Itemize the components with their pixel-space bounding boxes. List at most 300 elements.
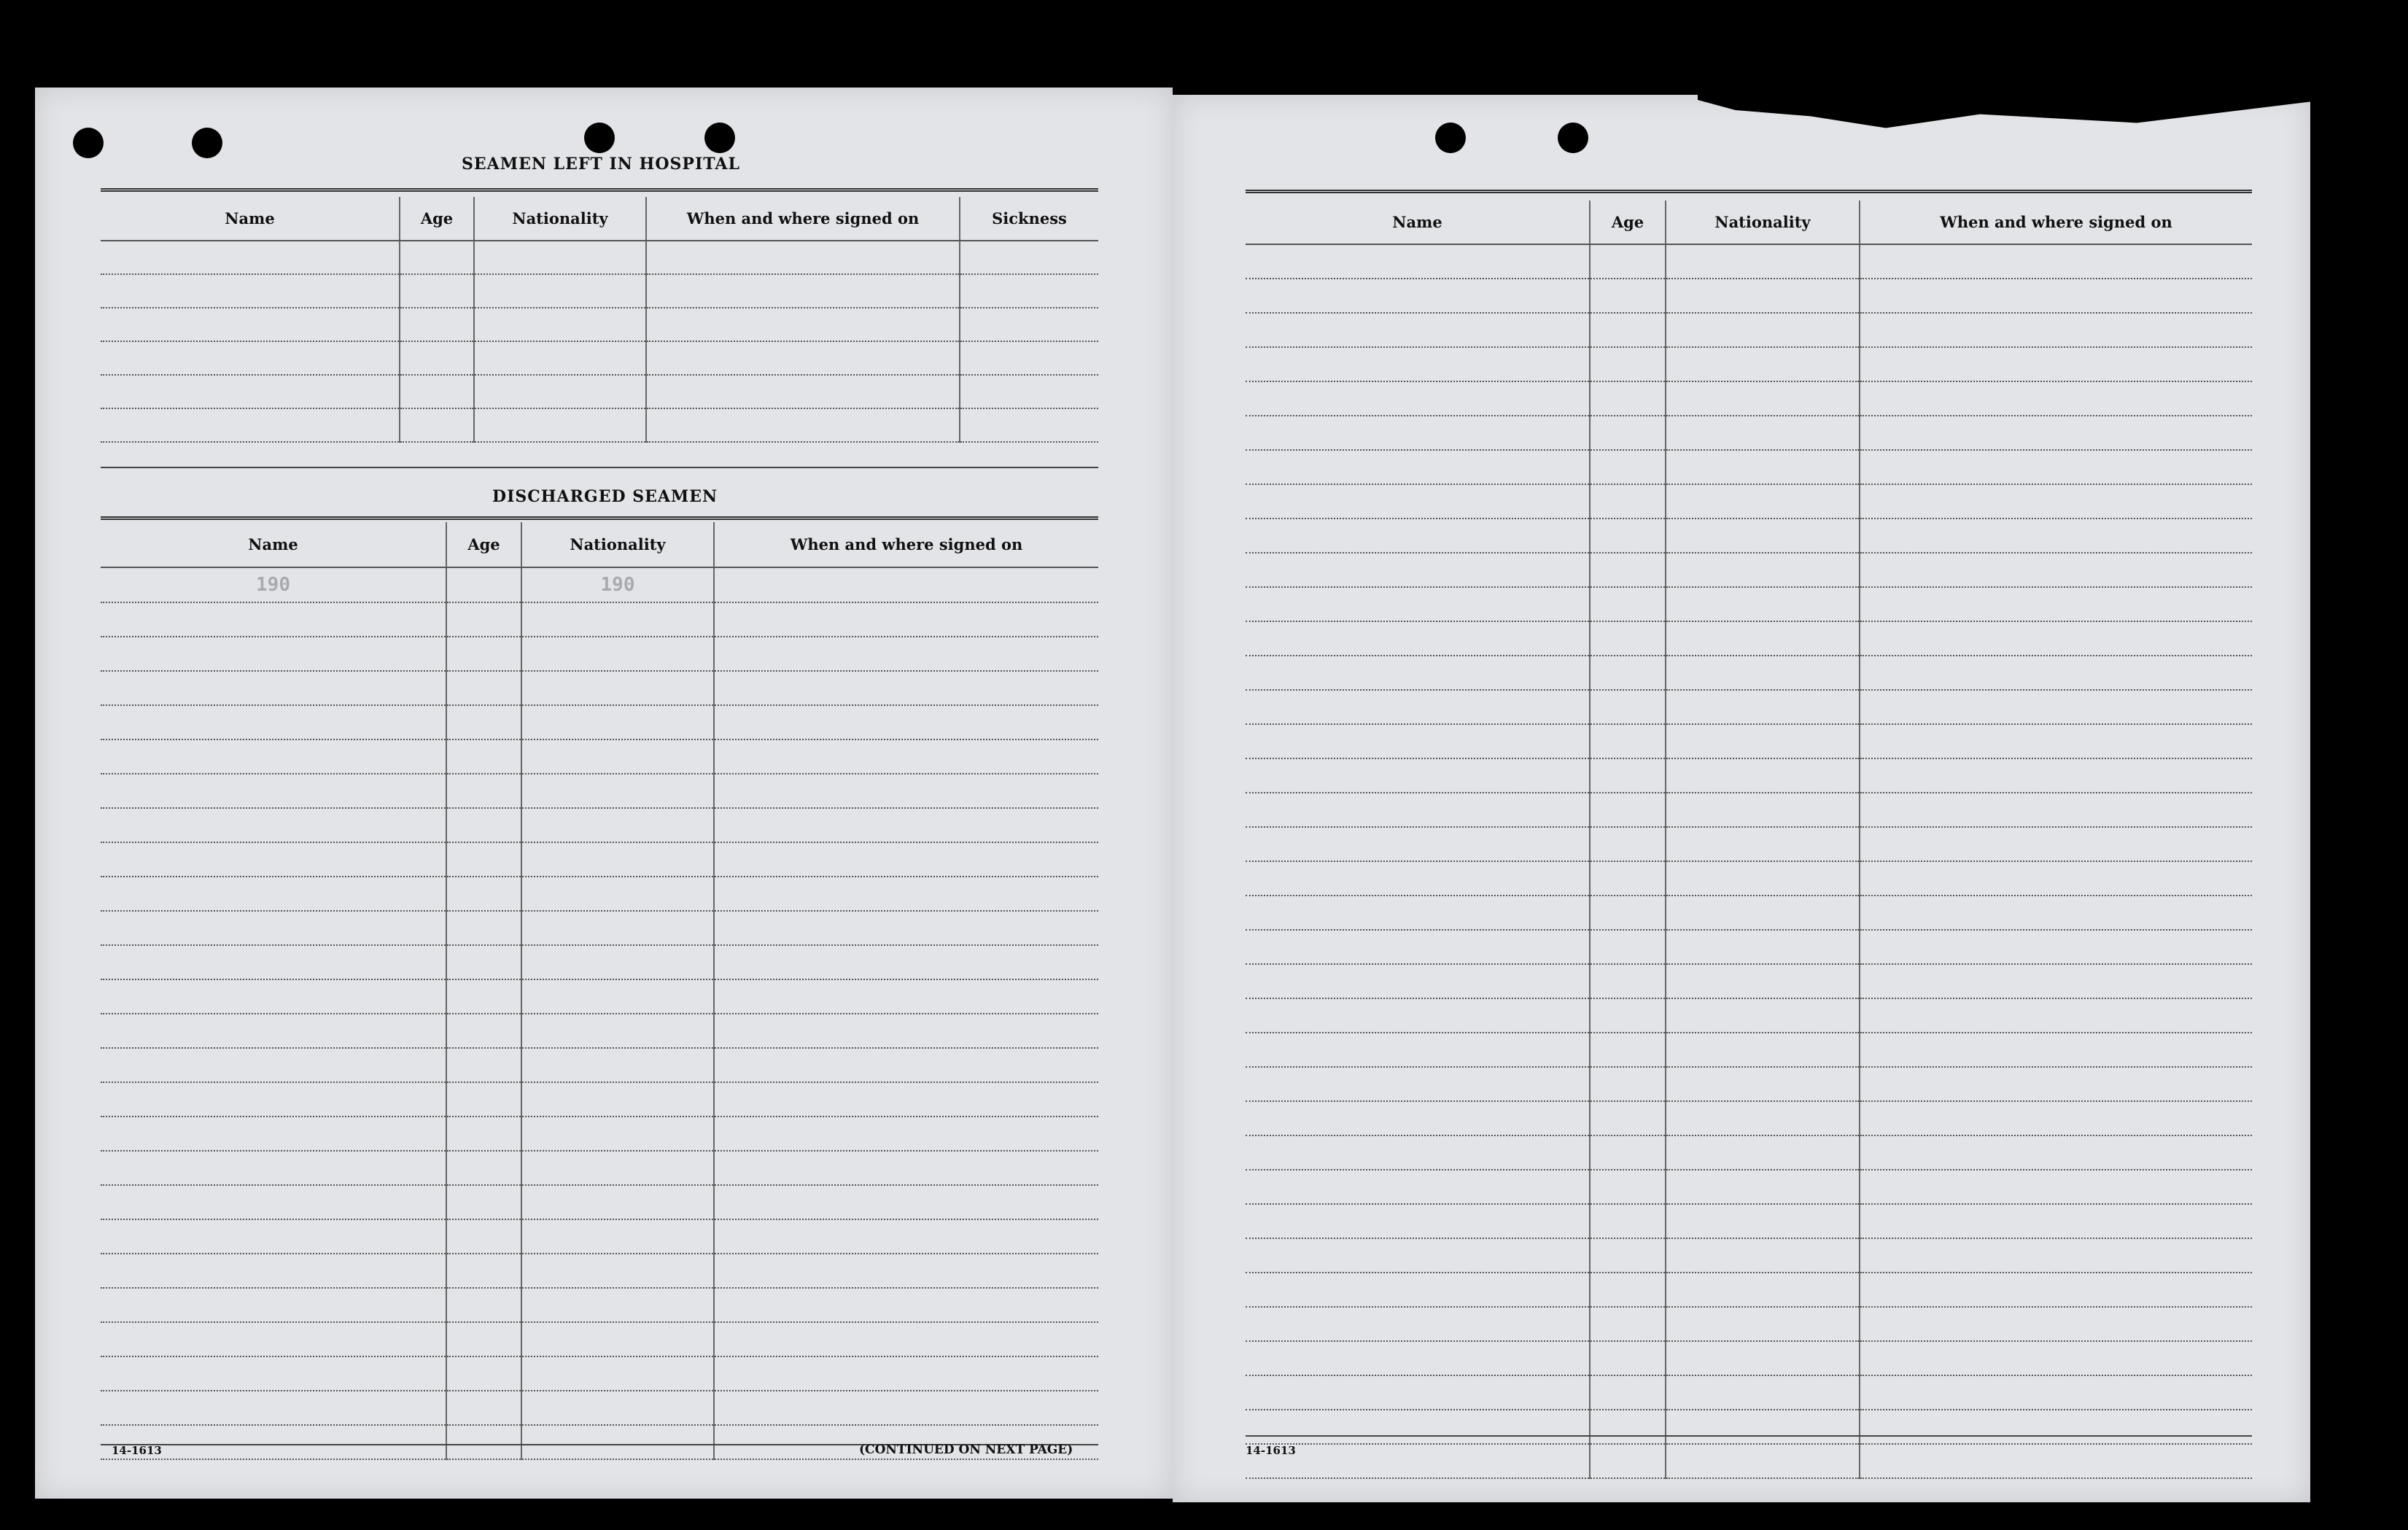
- table-row: [101, 1117, 1098, 1151]
- table-cell: [714, 1082, 1098, 1117]
- table-cell: [101, 1288, 446, 1322]
- table-cell: [1246, 724, 1590, 758]
- table-cell: [1860, 656, 2252, 690]
- table-cell: [1246, 827, 1590, 861]
- table-cell: [446, 1151, 521, 1185]
- table-cell: [101, 567, 446, 602]
- discharged-section-title: DISCHARGED SEAMEN: [492, 487, 718, 506]
- table-cell: [1666, 1033, 1860, 1067]
- table-cell: [960, 308, 1098, 341]
- table-cell: [521, 671, 714, 705]
- table-cell: [1666, 279, 1860, 313]
- table-cell: [1666, 347, 1860, 381]
- table-row: [101, 877, 1098, 911]
- table-cell: [521, 1219, 714, 1254]
- table-cell: [521, 1425, 714, 1459]
- table-cell: [1246, 930, 1590, 964]
- table-cell: [1860, 793, 2252, 827]
- table-row: [1246, 1273, 2252, 1307]
- table-cell: [1666, 998, 1860, 1033]
- column-header-name: Name: [101, 522, 446, 567]
- table-row: [1246, 1307, 2252, 1341]
- table-cell: [446, 1082, 521, 1117]
- table-cell: [1246, 519, 1590, 553]
- table-cell: [714, 774, 1098, 808]
- table-cell: [101, 1356, 446, 1391]
- table-cell: [1666, 450, 1860, 484]
- table-cell: [1246, 964, 1590, 998]
- table-cell: [714, 1356, 1098, 1391]
- table-cell: [1666, 827, 1860, 861]
- table-cell: [101, 241, 400, 274]
- table-row: [101, 739, 1098, 774]
- table-cell: [101, 1048, 446, 1082]
- table-cell: [521, 1151, 714, 1185]
- table-cell: [714, 979, 1098, 1014]
- table-cell: [400, 341, 474, 375]
- table-row: [101, 979, 1098, 1014]
- table-row: [101, 808, 1098, 842]
- table-cell: [446, 1356, 521, 1391]
- table-cell: [521, 842, 714, 877]
- table-cell: [1246, 656, 1590, 690]
- table-cell: [1666, 1067, 1860, 1101]
- table-cell: [400, 308, 474, 341]
- table-row: [1246, 724, 2252, 758]
- table-cell: [521, 637, 714, 671]
- table-cell: [1860, 827, 2252, 861]
- table-cell: [1860, 519, 2252, 553]
- section-rule: [101, 467, 1098, 468]
- table-cell: [521, 979, 714, 1014]
- table-row: [1246, 1135, 2252, 1170]
- table-cell: [400, 241, 474, 274]
- table-cell: [521, 877, 714, 911]
- table-cell: [1860, 1444, 2252, 1478]
- table-cell: [1860, 1307, 2252, 1341]
- table-cell: [1860, 621, 2252, 656]
- table-row: [1246, 484, 2252, 519]
- table-cell: [474, 408, 646, 442]
- table-cell: [714, 1117, 1098, 1151]
- continued-note: (CONTINUED ON NEXT PAGE): [859, 1442, 1073, 1457]
- punch-hole: [584, 123, 615, 153]
- table-cell: [960, 375, 1098, 408]
- table-cell: [1860, 450, 2252, 484]
- table-row: [101, 705, 1098, 739]
- table-row: [101, 1014, 1098, 1048]
- table-row: [101, 1151, 1098, 1185]
- table-cell: [521, 1356, 714, 1391]
- table-cell: [1860, 861, 2252, 896]
- table-cell: [714, 602, 1098, 637]
- table-cell: [1590, 758, 1666, 793]
- table-cell: [1666, 758, 1860, 793]
- table-cell: [714, 1391, 1098, 1425]
- table-row: [101, 1322, 1098, 1356]
- table-cell: [960, 274, 1098, 308]
- table-cell: [714, 1151, 1098, 1185]
- section-rule: [1246, 190, 2252, 193]
- table-cell: [101, 602, 446, 637]
- table-cell: [1590, 998, 1666, 1033]
- table-row: [1246, 416, 2252, 450]
- table-cell: [521, 705, 714, 739]
- table-cell: [1860, 998, 2252, 1033]
- table-cell: [1666, 793, 1860, 827]
- table-cell: [960, 341, 1098, 375]
- table-cell: [446, 1288, 521, 1322]
- table-cell: [960, 241, 1098, 274]
- table-cell: [646, 408, 960, 442]
- table-cell: [1246, 1135, 1590, 1170]
- table-cell: [1666, 861, 1860, 896]
- torn-edge: [1698, 95, 2325, 146]
- table-cell: [1246, 758, 1590, 793]
- table-cell: [714, 842, 1098, 877]
- table-cell: [1666, 621, 1860, 656]
- table-cell: [521, 602, 714, 637]
- left-page: [35, 88, 1173, 1499]
- table-cell: [1246, 861, 1590, 896]
- hospital-section-title: SEAMEN LEFT IN HOSPITAL: [462, 155, 740, 174]
- table-row: [1246, 1170, 2252, 1204]
- table-cell: [101, 877, 446, 911]
- column-header-signed-on: When and where signed on: [646, 197, 960, 241]
- table-cell: [1666, 1135, 1860, 1170]
- table-cell: [521, 808, 714, 842]
- table-cell: [1590, 1101, 1666, 1135]
- hospital-table: [101, 197, 1098, 443]
- table-cell: [1246, 1204, 1590, 1238]
- table-cell: [101, 1014, 446, 1048]
- section-rule: [101, 516, 1098, 520]
- table-cell: [1860, 381, 2252, 416]
- table-cell: [1666, 1375, 1860, 1410]
- table-cell: [714, 1322, 1098, 1356]
- table-cell: [446, 1117, 521, 1151]
- table-cell: [101, 1151, 446, 1185]
- table-cell: [646, 341, 960, 375]
- table-cell: [446, 1322, 521, 1356]
- table-cell: [1590, 827, 1666, 861]
- table-row: [101, 241, 1098, 274]
- table-cell: [521, 739, 714, 774]
- table-cell: [1860, 1101, 2252, 1135]
- table-cell: [101, 274, 400, 308]
- table-cell: [1246, 1273, 1590, 1307]
- table-cell: [1246, 998, 1590, 1033]
- table-row: [1246, 930, 2252, 964]
- column-header-age: Age: [446, 522, 521, 567]
- bleed-through-mark: 190: [600, 574, 635, 596]
- table-cell: [101, 979, 446, 1014]
- table-row: [1246, 964, 2252, 998]
- table-cell: [1666, 1410, 1860, 1444]
- table-row: [1246, 587, 2252, 621]
- table-cell: [1860, 313, 2252, 347]
- table-row: [101, 602, 1098, 637]
- table-cell: [1666, 1444, 1860, 1478]
- table-cell: [101, 808, 446, 842]
- table-cell: [1860, 964, 2252, 998]
- table-cell: [1666, 964, 1860, 998]
- table-cell: [446, 774, 521, 808]
- column-header-age: Age: [1590, 201, 1666, 244]
- table-cell: [714, 945, 1098, 979]
- table-cell: [1860, 484, 2252, 519]
- table-cell: [521, 1288, 714, 1322]
- table-cell: [1590, 313, 1666, 347]
- table-cell: [1666, 416, 1860, 450]
- table-cell: [1860, 1341, 2252, 1375]
- table-cell: [474, 274, 646, 308]
- table-cell: [521, 1048, 714, 1082]
- table-cell: [446, 1425, 521, 1459]
- table-row: [101, 1391, 1098, 1425]
- table-cell: [1860, 347, 2252, 381]
- table-cell: [521, 1082, 714, 1117]
- table-cell: [1590, 587, 1666, 621]
- table-row: [1246, 1101, 2252, 1135]
- table-cell: [474, 308, 646, 341]
- table-row: [101, 1082, 1098, 1117]
- table-cell: [1666, 1341, 1860, 1375]
- table-cell: [714, 1185, 1098, 1219]
- table-cell: [1246, 484, 1590, 519]
- table-cell: [1860, 1204, 2252, 1238]
- table-cell: [1860, 690, 2252, 724]
- table-cell: [1590, 896, 1666, 930]
- table-cell: [521, 567, 714, 602]
- table-cell: [1860, 244, 2252, 279]
- table-cell: [1666, 1204, 1860, 1238]
- table-cell: [1860, 758, 2252, 793]
- table-cell: [1666, 930, 1860, 964]
- table-cell: [101, 671, 446, 705]
- column-header-name: Name: [1246, 201, 1590, 244]
- table-cell: [446, 1014, 521, 1048]
- table-cell: [446, 979, 521, 1014]
- table-cell: [400, 408, 474, 442]
- table-cell: [101, 842, 446, 877]
- table-cell: [1666, 724, 1860, 758]
- table-row: [101, 671, 1098, 705]
- table-row: [101, 911, 1098, 945]
- table-cell: [1246, 793, 1590, 827]
- table-cell: [1246, 1033, 1590, 1067]
- table-row: [1246, 656, 2252, 690]
- table-cell: [1590, 519, 1666, 553]
- table-cell: [101, 341, 400, 375]
- table-cell: [1666, 381, 1860, 416]
- table-cell: [1860, 896, 2252, 930]
- punch-hole: [1558, 123, 1588, 153]
- table-cell: [1860, 587, 2252, 621]
- table-cell: [1666, 1273, 1860, 1307]
- table-row: [101, 1288, 1098, 1322]
- column-header-nationality: Nationality: [521, 522, 714, 567]
- table-cell: [1590, 724, 1666, 758]
- table-cell: [1590, 553, 1666, 587]
- table-row: [1246, 621, 2252, 656]
- table-cell: [446, 1391, 521, 1425]
- table-row: [1246, 1033, 2252, 1067]
- table-cell: [1666, 896, 1860, 930]
- column-header-nationality: Nationality: [474, 197, 646, 241]
- table-cell: [1860, 724, 2252, 758]
- table-cell: [521, 1117, 714, 1151]
- table-cell: [521, 1254, 714, 1288]
- table-cell: [1666, 587, 1860, 621]
- table-cell: [1246, 587, 1590, 621]
- table-cell: [1590, 1444, 1666, 1478]
- table-cell: [1860, 1375, 2252, 1410]
- table-row: [101, 308, 1098, 341]
- table-cell: [646, 241, 960, 274]
- table-cell: [1666, 1238, 1860, 1273]
- table-row: [1246, 1375, 2252, 1410]
- table-row: [1246, 553, 2252, 587]
- table-row: [1246, 313, 2252, 347]
- table-cell: [1590, 690, 1666, 724]
- table-cell: [714, 1254, 1098, 1288]
- table-cell: [1590, 1375, 1666, 1410]
- form-number: 14-1613: [112, 1444, 162, 1457]
- discharged-table: [101, 522, 1098, 1460]
- punch-hole: [704, 123, 735, 153]
- punch-hole: [192, 128, 222, 158]
- table-cell: [446, 842, 521, 877]
- table-cell: [1590, 1341, 1666, 1375]
- table-row: [1246, 279, 2252, 313]
- table-cell: [1246, 381, 1590, 416]
- section-rule: [1246, 1435, 2252, 1437]
- table-cell: [1590, 244, 1666, 279]
- table-cell: [446, 567, 521, 602]
- table-cell: [446, 1254, 521, 1288]
- table-cell: [714, 739, 1098, 774]
- table-row: [101, 341, 1098, 375]
- table-cell: [1590, 347, 1666, 381]
- table-cell: [1590, 1238, 1666, 1273]
- table-row: [1246, 1204, 2252, 1238]
- table-cell: [101, 911, 446, 945]
- table-row: [1246, 690, 2252, 724]
- table-cell: [101, 739, 446, 774]
- table-cell: [1860, 1135, 2252, 1170]
- table-cell: [1860, 279, 2252, 313]
- table-cell: [1246, 1307, 1590, 1341]
- table-row: [1246, 1238, 2252, 1273]
- table-cell: [101, 1082, 446, 1117]
- table-cell: [1246, 416, 1590, 450]
- table-cell: [1246, 896, 1590, 930]
- table-cell: [1590, 416, 1666, 450]
- table-row: [101, 637, 1098, 671]
- table-cell: [714, 705, 1098, 739]
- table-cell: [1666, 313, 1860, 347]
- table-row: [101, 1219, 1098, 1254]
- table-cell: [1590, 279, 1666, 313]
- table-cell: [101, 1322, 446, 1356]
- table-cell: [400, 274, 474, 308]
- table-cell: [446, 637, 521, 671]
- table-cell: [1590, 621, 1666, 656]
- table-cell: [1246, 244, 1590, 279]
- table-cell: [521, 1014, 714, 1048]
- table-cell: [101, 1185, 446, 1219]
- table-cell: [446, 1048, 521, 1082]
- table-cell: [714, 637, 1098, 671]
- table-cell: [1590, 1307, 1666, 1341]
- table-cell: [1666, 1307, 1860, 1341]
- table-cell: [1246, 1067, 1590, 1101]
- column-header-age: Age: [400, 197, 474, 241]
- table-cell: [521, 1322, 714, 1356]
- table-cell: [1590, 861, 1666, 896]
- table-cell: [400, 375, 474, 408]
- table-row: [1246, 998, 2252, 1033]
- table-row: [101, 945, 1098, 979]
- table-row: [101, 408, 1098, 442]
- table-cell: [101, 1219, 446, 1254]
- table-cell: [1590, 1067, 1666, 1101]
- column-header-sickness: Sickness: [960, 197, 1098, 241]
- table-row: [1246, 1410, 2252, 1444]
- section-rule: [101, 188, 1098, 192]
- right-ledger-table: [1246, 201, 2252, 1479]
- punch-hole: [1435, 123, 1466, 153]
- table-row: [1246, 244, 2252, 279]
- table-cell: [1246, 1341, 1590, 1375]
- table-cell: [446, 1185, 521, 1219]
- table-cell: [1666, 484, 1860, 519]
- column-header-signed-on: When and where signed on: [1860, 201, 2252, 244]
- table-cell: [1246, 1238, 1590, 1273]
- table-cell: [1666, 244, 1860, 279]
- right-page: [1173, 95, 2310, 1502]
- punch-hole: [73, 128, 104, 158]
- table-row: [1246, 861, 2252, 896]
- table-cell: [1860, 416, 2252, 450]
- table-cell: [714, 808, 1098, 842]
- table-cell: [1246, 279, 1590, 313]
- table-cell: [1246, 1444, 1590, 1478]
- table-cell: [446, 945, 521, 979]
- table-row: [101, 1185, 1098, 1219]
- table-cell: [446, 602, 521, 637]
- table-row: [1246, 758, 2252, 793]
- table-row: [101, 1254, 1098, 1288]
- table-cell: [1590, 1410, 1666, 1444]
- table-row: [101, 774, 1098, 808]
- table-cell: [446, 911, 521, 945]
- table-cell: [1860, 1067, 2252, 1101]
- table-cell: [1246, 690, 1590, 724]
- table-cell: [521, 1185, 714, 1219]
- table-cell: [101, 308, 400, 341]
- table-cell: [1246, 450, 1590, 484]
- table-cell: [1860, 553, 2252, 587]
- table-row: [1246, 1444, 2252, 1478]
- table-cell: [1666, 1170, 1860, 1204]
- table-cell: [446, 671, 521, 705]
- table-cell: [646, 308, 960, 341]
- table-cell: [446, 739, 521, 774]
- table-cell: [446, 705, 521, 739]
- table-cell: [101, 408, 400, 442]
